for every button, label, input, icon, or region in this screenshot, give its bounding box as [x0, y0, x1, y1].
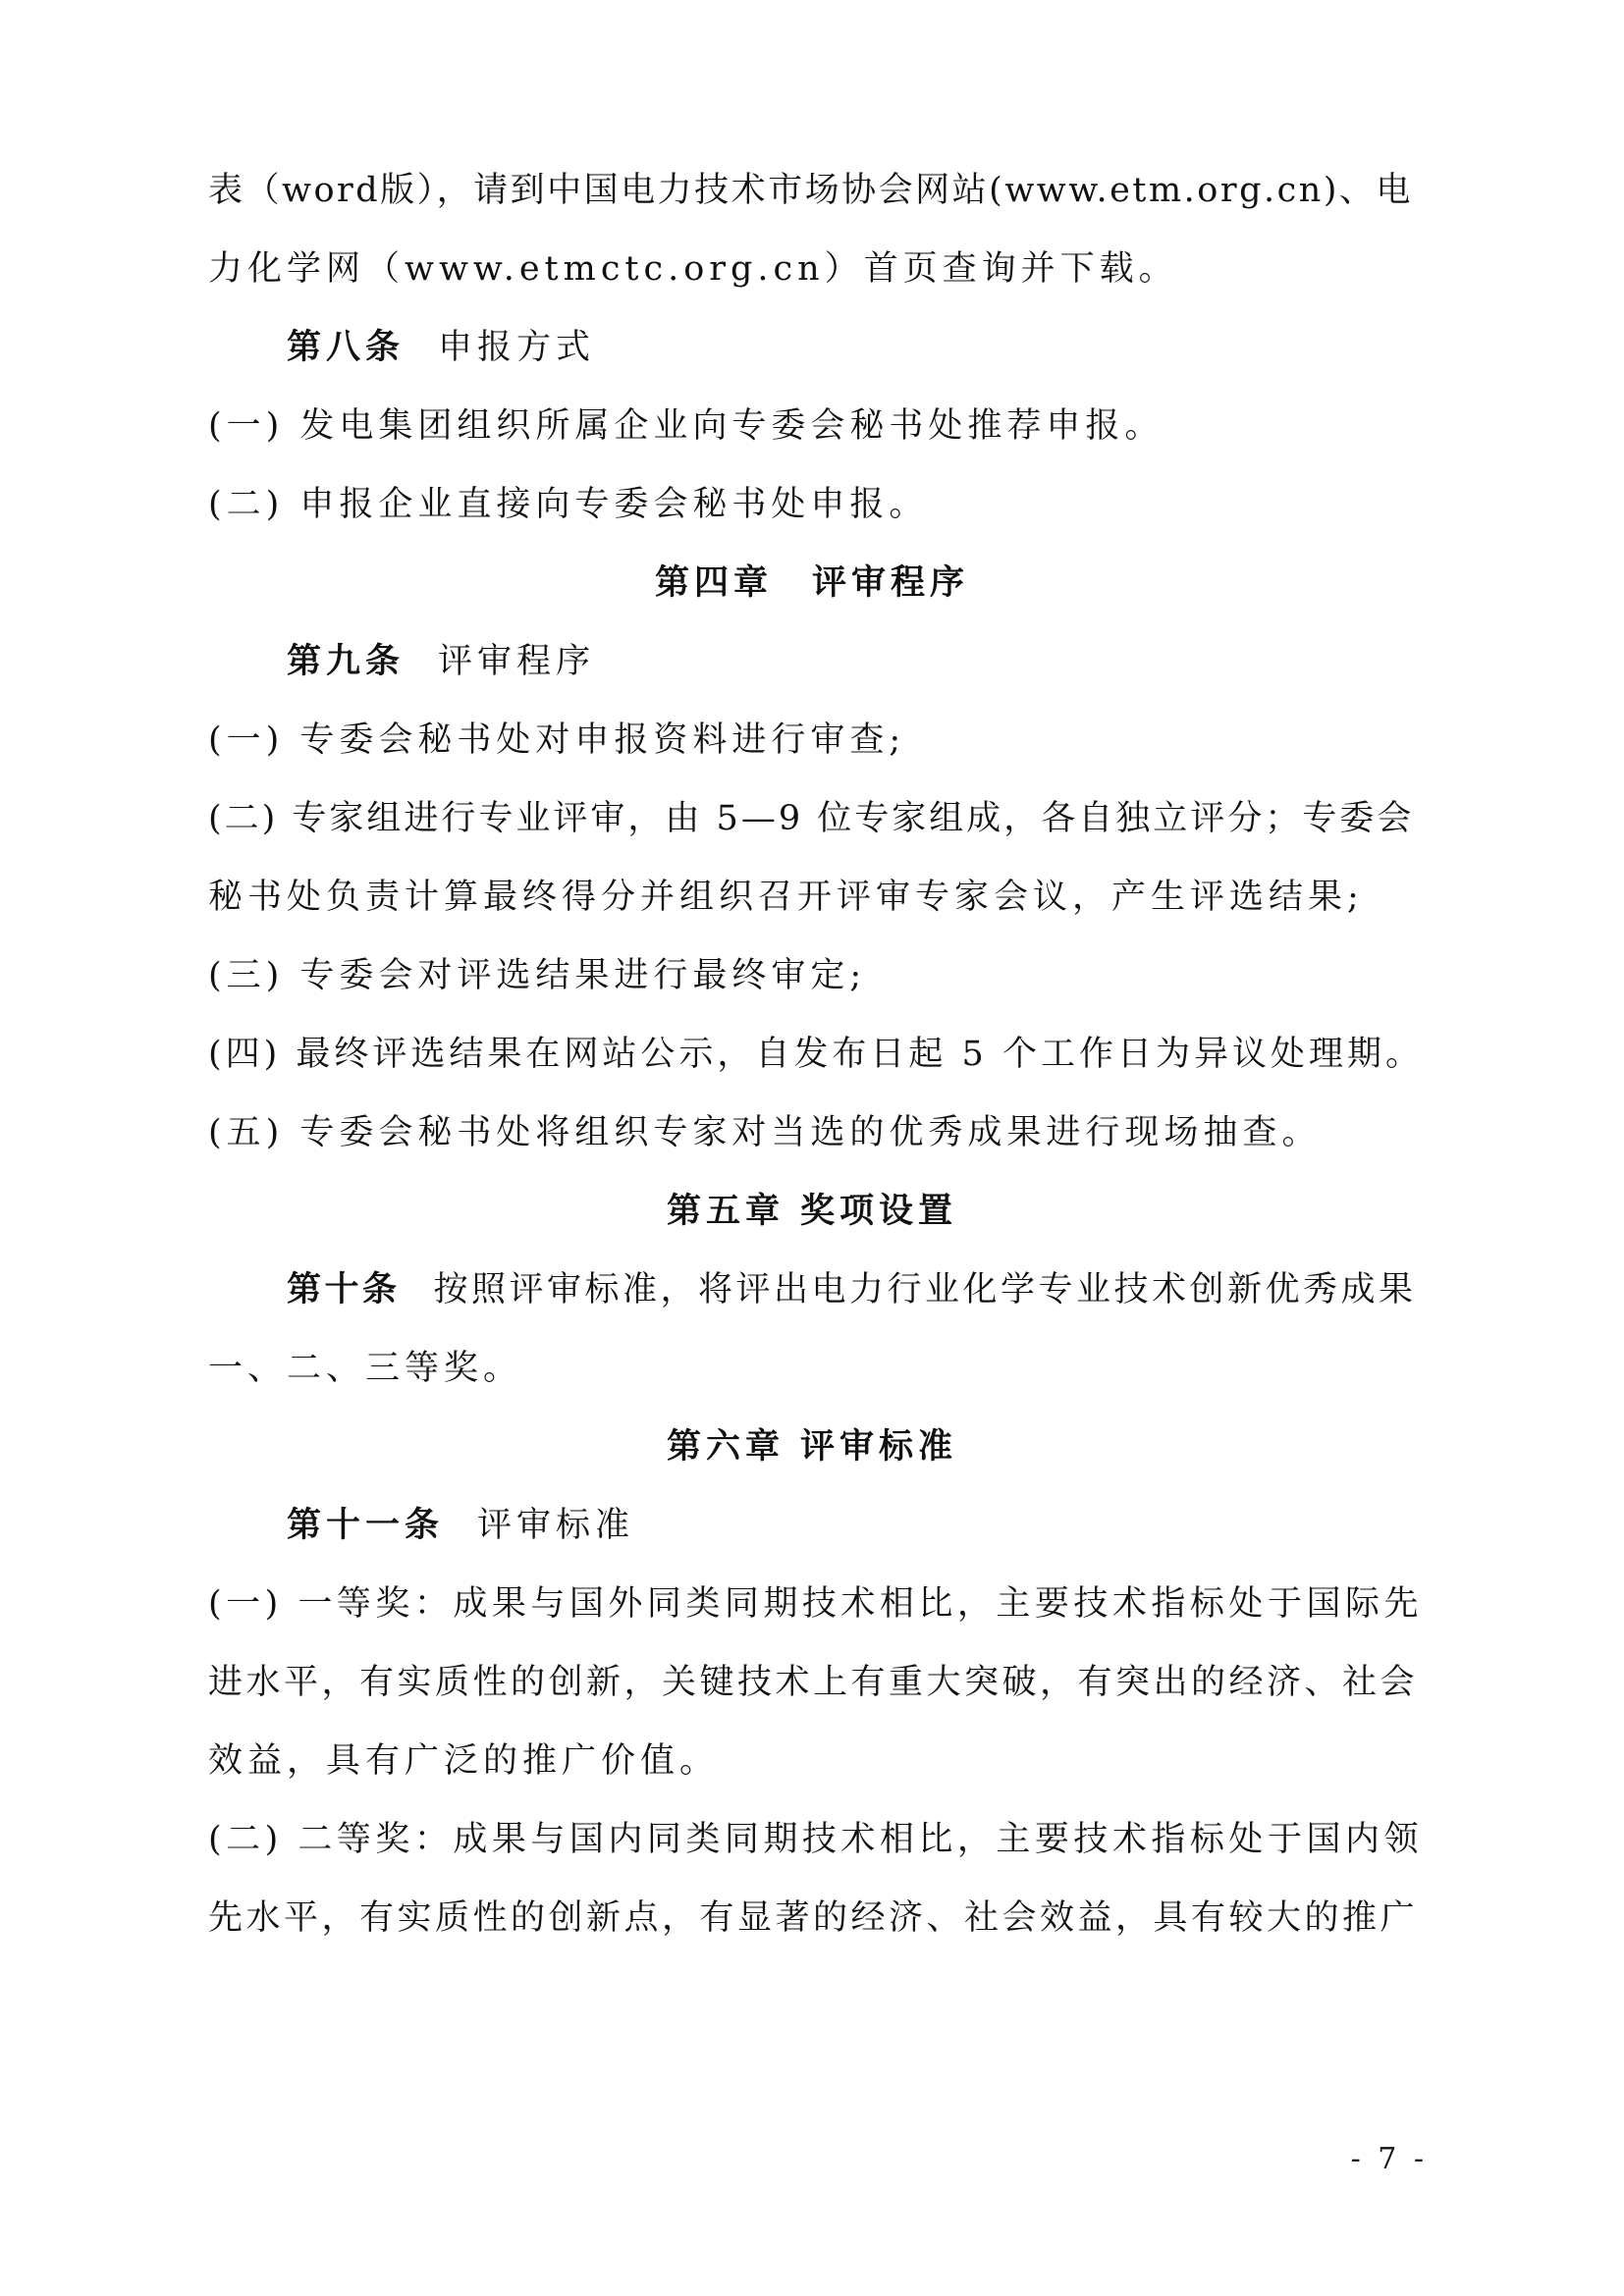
- chapter-title: 评审程序: [812, 562, 970, 603]
- chapter-number: 第六章: [666, 1426, 785, 1467]
- list-item: (二) 二等奖：成果与国内同类同期技术相比，主要技术指标处于国内领: [208, 1820, 1423, 1859]
- chapter-number: 第五章: [666, 1191, 785, 1231]
- paragraph-line: 力化学网（www.etmctc.org.cn）首页查询并下载。: [208, 249, 1178, 289]
- list-item: (二) 申报企业直接向专委会秘书处申报。: [208, 485, 929, 524]
- article-label: 第八条: [287, 327, 406, 367]
- article-text: 按照评审标准，将评出电力行业化学专业技术创新优秀成果: [433, 1270, 1417, 1309]
- page-number: - 7 -: [1350, 2142, 1428, 2176]
- list-item: (一) 发电集团组织所属企业向专委会秘书处推荐申报。: [208, 406, 1164, 446]
- list-item-continuation: 进水平，有实质性的创新，关键技术上有重大突破，有突出的经济、社会: [208, 1663, 1419, 1702]
- list-item: (一) 专委会秘书处对申报资料进行审查;: [208, 721, 906, 760]
- list-item: (一) 一等奖：成果与国外同类同期技术相比，主要技术指标处于国际先: [208, 1584, 1423, 1624]
- list-item: (二) 专家组进行专业评审，由 5—9 位专家组成，各自独立评分；专委会: [208, 799, 1415, 838]
- paragraph-line: 一、二、三等奖。: [208, 1349, 523, 1388]
- list-item-continuation: 先水平，有实质性的创新点，有显著的经济、社会效益，具有较大的推广: [208, 1898, 1419, 1938]
- article-11-heading: [287, 1500, 634, 1551]
- chapter-number: 第四章: [654, 562, 773, 603]
- chapter-title: 评审标准: [800, 1426, 958, 1467]
- list-item: (三) 专委会对评选结果进行最终审定;: [208, 956, 867, 995]
- chapter-title: 奖项设置: [800, 1191, 958, 1231]
- chapter-6-heading: [0, 1421, 1624, 1472]
- list-item: (四) 最终评选结果在网站公示，自发布日起 5 个工作日为异议处理期。: [208, 1035, 1424, 1074]
- list-item-continuation: 效益，具有广泛的推广价值。: [208, 1741, 720, 1781]
- list-item: (五) 专委会秘书处将组织专家对当选的优秀成果进行现场抽查。: [208, 1113, 1322, 1152]
- chapter-5-heading: [0, 1186, 1624, 1237]
- article-title: 评审程序: [438, 642, 596, 681]
- article-10-line: [287, 1264, 1417, 1315]
- list-item-continuation: 秘书处负责计算最终得分并组织召开评审专家会议，产生评选结果;: [208, 878, 1364, 917]
- article-title: 评审标准: [477, 1506, 635, 1545]
- article-label: 第十一条: [287, 1505, 445, 1545]
- article-label: 第九条: [287, 641, 406, 681]
- article-8-heading: [287, 322, 595, 373]
- article-title: 申报方式: [438, 328, 596, 367]
- paragraph-line: 表（word版），请到中国电力技术市场协会网站(www.etm.org.cn)、电: [208, 171, 1413, 210]
- article-9-heading: [287, 636, 595, 687]
- chapter-4-heading: [0, 558, 1624, 609]
- article-label: 第十条: [287, 1269, 401, 1309]
